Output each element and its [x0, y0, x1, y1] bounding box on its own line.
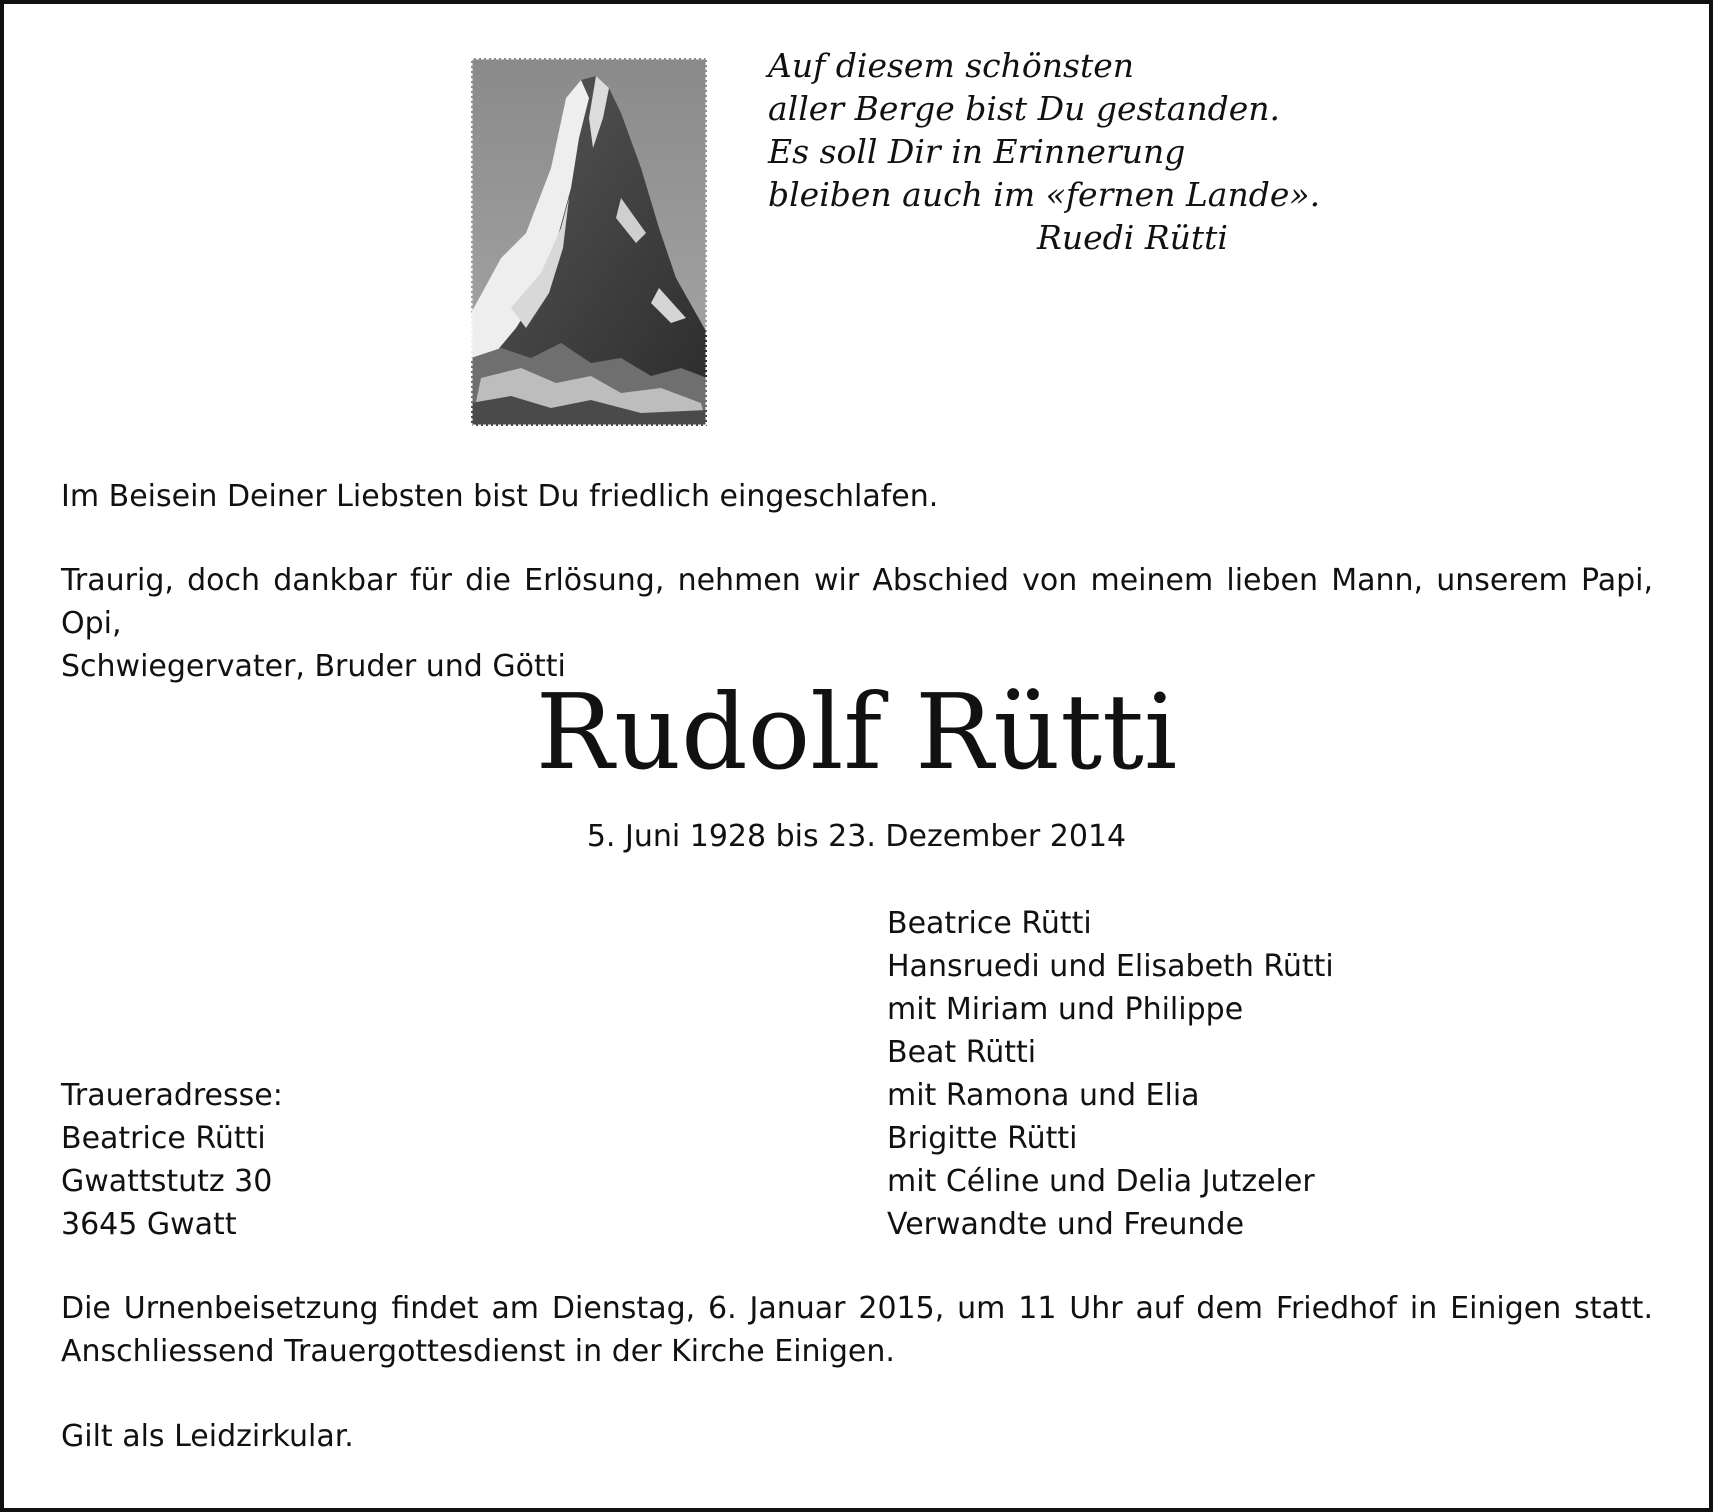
quote-line: bleiben auch im «fernen Lande». — [768, 175, 1321, 214]
address-line: Gwattstutz 30 — [61, 1164, 273, 1199]
mourner-item: mit Céline und Delia Jutzeler — [887, 1164, 1315, 1199]
mourner-item: Brigitte Rütti — [887, 1121, 1078, 1156]
farewell-text — [61, 559, 1653, 688]
address-line: 3645 Gwatt — [61, 1207, 237, 1242]
mourner-item: Verwandte und Freunde — [887, 1207, 1245, 1242]
quote-author: Ruedi Rütti — [1037, 218, 1228, 257]
farewell-line: Schwiegervater, Bruder und Götti — [61, 649, 566, 684]
deceased-name: Rudolf Rütti — [535, 671, 1178, 793]
mourner-item: Hansruedi und Elisabeth Rütti — [887, 949, 1334, 984]
memorial-quote — [768, 44, 1321, 259]
mourner-item: Beatrice Rütti — [887, 906, 1092, 941]
mourner-item: mit Ramona und Elia — [887, 1078, 1200, 1113]
mountain-photo — [471, 58, 707, 426]
mourning-address — [61, 1074, 283, 1246]
farewell-line: Traurig, doch dankbar für die Erlösung, nehmen wir Abschied von meinem lieben Mann, unserem Papi, Opi, — [61, 563, 1653, 641]
ceremony-text — [61, 1287, 1653, 1373]
quote-line: Auf diesem schönsten — [768, 46, 1135, 85]
intro-text: Im Beisein Deiner Liebsten bist Du friedlich eingeschlafen. — [61, 479, 939, 514]
life-dates: 5. Juni 1928 bis 23. Dezember 2014 — [586, 819, 1127, 854]
closing-note: Gilt als Leidzirkular. — [61, 1419, 354, 1454]
quote-line: aller Berge bist Du gestanden. — [768, 89, 1281, 128]
ceremony-line: Die Urnenbeisetzung findet am Dienstag, 6. Januar 2015, um 11 Uhr auf dem Friedhof in Einigen statt. — [61, 1291, 1653, 1326]
address-line: Beatrice Rütti — [61, 1121, 266, 1156]
mourner-item: Beat Rütti — [887, 1035, 1037, 1070]
ceremony-line: Anschliessend Trauergottesdienst in der Kirche Einigen. — [61, 1334, 895, 1369]
mourner-item: mit Miriam und Philippe — [887, 992, 1244, 1027]
quote-line: Es soll Dir in Erinnerung — [768, 132, 1186, 171]
mourners-list — [887, 902, 1334, 1246]
address-line: Traueradresse: — [61, 1078, 283, 1113]
